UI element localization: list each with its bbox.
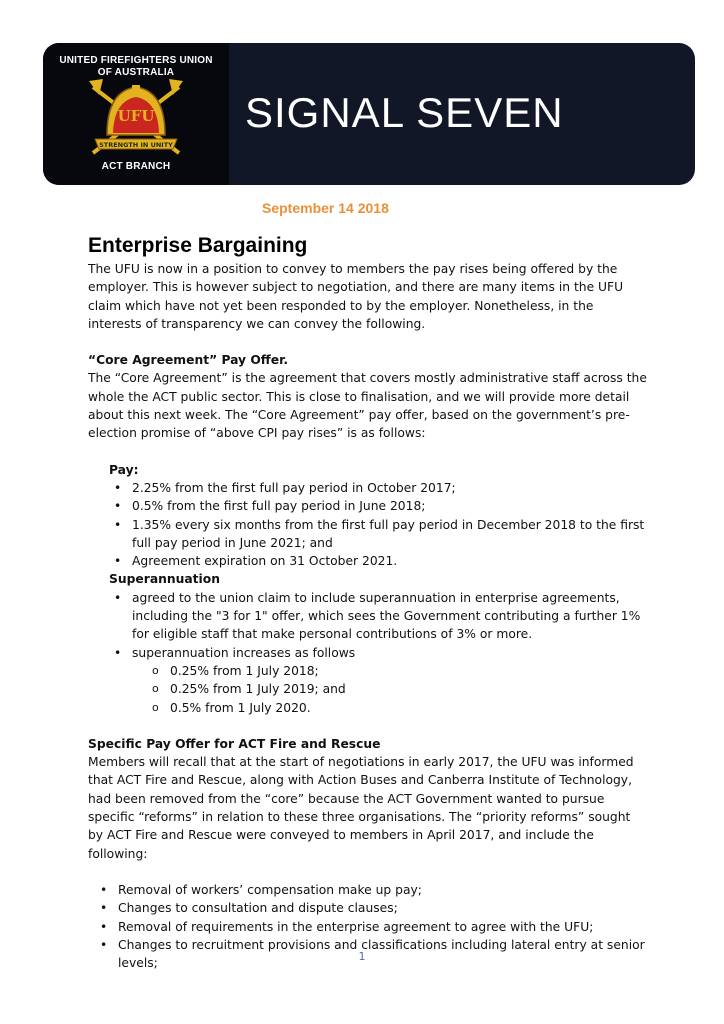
section-heading: Enterprise Bargaining: [88, 234, 308, 257]
fire-rescue-paragraph: Members will recall that at the start of negotiations in early 2017, the UFU was informed that ACT Fire and Rescue, along with Action Buses and Canberra Institute of Technology, had been removed from the “core” because the ACT Government wanted to pursue specific “reforms” in relation to these three organisations. The “priority reforms” sought by ACT Fire and Rescue were conveyed to members in April 2017, and include the following:: [88, 755, 634, 861]
org-name-line1: UNITED FIREFIGHTERS UNION: [59, 55, 213, 66]
superannuation-list: [88, 589, 648, 662]
newsletter-title: SIGNAL SEVEN: [245, 89, 564, 136]
pay-label: Pay:: [109, 462, 139, 477]
list-item: o 0.25% from 1 July 2019; and: [88, 680, 648, 698]
branch-label: ACT BRANCH: [101, 161, 171, 172]
logo-motto: STRENGTH IN UNITY: [99, 141, 173, 149]
core-agreement-heading: “Core Agreement” Pay Offer.: [88, 353, 289, 368]
list-item: • Removal of requirements in the enterprise agreement to agree with the UFU;: [88, 918, 648, 936]
ufu-logo: [43, 43, 229, 185]
list-item: • Agreement expiration on 31 October 2021.: [88, 552, 648, 570]
list-item: • superannuation increases as follows: [88, 644, 648, 662]
intro-paragraph: The UFU is now in a position to convey to members the pay rises being offered by the employer. This is however subject to negotiation, and there are many items in the UFU claim which have not yet been responded to by the employer. Nonetheless, in the interests of transparency we can convey the following.: [88, 262, 624, 331]
list-item: • 2.25% from the first full pay period in October 2017;: [88, 479, 648, 497]
list-item: • Changes to consultation and dispute clauses;: [88, 899, 648, 917]
fire-rescue-heading: Specific Pay Offer for ACT Fire and Rescue: [88, 736, 381, 751]
list-item: o 0.5% from 1 July 2020.: [88, 699, 648, 717]
list-item: • Removal of workers’ compensation make up pay;: [88, 881, 648, 899]
page-number: 1: [358, 950, 366, 963]
issue-date: September 14 2018: [262, 200, 389, 216]
core-agreement-paragraph: The “Core Agreement” is the agreement that covers mostly administrative staff across the whole the ACT public sector. This is close to finalisation, and we will provide more detail about this next week. The “Core Agreement” pay offer, based on the government’s pre-election promise of “above CPI pay rises” is as follows:: [88, 371, 647, 441]
document-body: [88, 232, 648, 972]
superannuation-increase-list: [88, 662, 648, 717]
list-item: • 0.5% from the first full pay period in June 2018;: [88, 497, 648, 515]
list-item: • Changes to recruitment provisions and classifications including lateral entry at senior levels;: [88, 936, 648, 973]
list-item: • 1.35% every six months from the first full pay period in December 2018 to the first full pay period in June 2021; and: [88, 516, 648, 553]
logo-letters: UFU: [117, 107, 155, 125]
org-name-line2: OF AUSTRALIA: [97, 67, 175, 78]
superannuation-label: Superannuation: [109, 572, 220, 587]
fire-helmet-emblem-icon: [87, 77, 185, 163]
list-item: • agreed to the union claim to include superannuation in enterprise agreements, including the "3 for 1" offer, which sees the Government contributing a further 1% for eligible staff that make personal contributions of 3% or more.: [88, 589, 648, 644]
list-item: o 0.25% from 1 July 2018;: [88, 662, 648, 680]
pay-list: [88, 479, 648, 570]
header-banner: [43, 43, 695, 185]
